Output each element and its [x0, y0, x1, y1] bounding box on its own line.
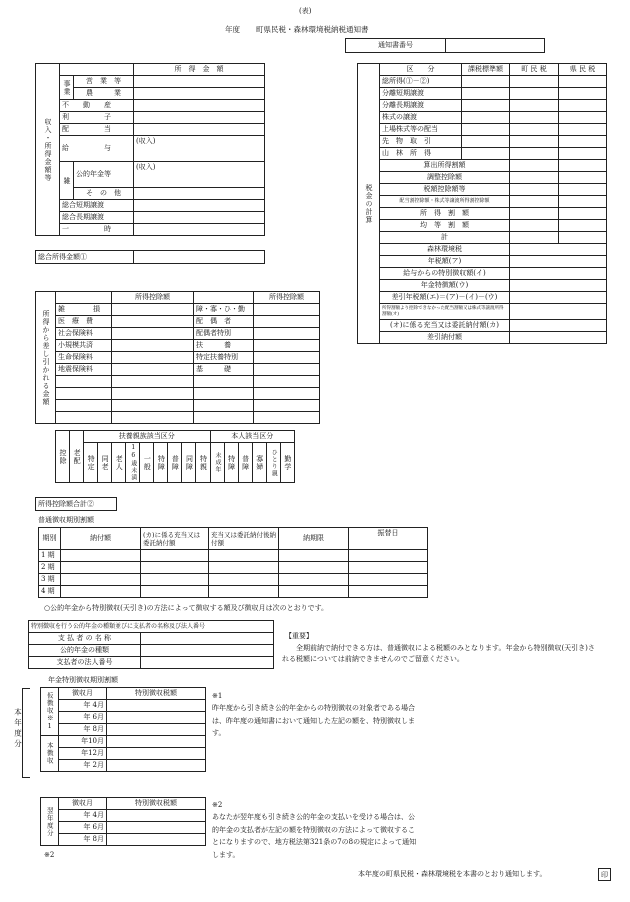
income-table	[35, 63, 265, 236]
tax-base-label: 上場株式等の配当	[380, 124, 462, 136]
tax-base-label: 分離短期譲渡	[380, 88, 462, 100]
income-side-label: 収入・所得金額等	[36, 64, 60, 236]
ordinary-title: 普通徴収期別割額	[38, 516, 94, 524]
dep-col: 同障	[182, 443, 196, 483]
dep-col: 老配	[70, 431, 84, 483]
this-year-bracket	[22, 688, 30, 778]
tax-calc-label: 年税額(ア)	[380, 256, 510, 268]
ordinary-h-period: 期別	[39, 528, 61, 550]
payer-row-label: 支払者の法人番号	[29, 657, 141, 669]
period-label: 2 期	[39, 562, 61, 574]
payer-row-label: 支 払 者 の 名 称	[29, 633, 141, 645]
deduction-right-label: 特定扶養特別	[194, 352, 254, 364]
misc-label: 雑	[60, 162, 74, 200]
important-text: 全期前納で納付できる方は、普通徴収による税額のみとなります。年金から特別徴収(天引き)される税額については前納できませんのでご留意ください。	[282, 644, 595, 663]
tax-h-kubun: 区 分	[380, 64, 462, 76]
deduction-left-label: 雑 損	[56, 304, 112, 316]
main-month: 年12月	[59, 748, 107, 760]
deduction-total-table	[35, 497, 117, 511]
tax-base-label: 先 物 取 引	[380, 136, 462, 148]
page-title: 町県民税・森林環境税納税通知書	[256, 25, 369, 34]
self-col: 特障	[224, 443, 238, 483]
deduction-table	[35, 291, 320, 424]
period-label: 1 期	[39, 550, 61, 562]
tax-calc-label: 税額控除額等	[380, 184, 510, 196]
payer-row-label: 公的年金の種類	[29, 645, 141, 657]
notice-no-label: 通知書番号	[346, 39, 446, 53]
next-month: 年 4月	[59, 810, 107, 822]
note2-foot: ※2	[44, 851, 55, 859]
deduction-left-label: 地震保険料	[56, 364, 112, 376]
tax-calc-label: 差引納付額	[380, 332, 510, 344]
dep-col: 特障	[154, 443, 168, 483]
payer-header: 特別徴収を行う公的年金の種類並びに支払者の名称及び法人番号	[29, 621, 274, 633]
income-row-label: 不 動 産	[60, 100, 134, 112]
period-label: 3 期	[39, 574, 61, 586]
tax-calc-label: 森林環境税	[380, 244, 510, 256]
deduction-h-left: 所得控除額	[112, 292, 194, 304]
tax-calc-label: 所得割額より控除できなかった配当割額又は株式等譲渡所得割額(オ)	[380, 304, 510, 320]
deduction-right-label: 扶 養	[194, 340, 254, 352]
year-label: 年度	[225, 25, 240, 34]
dep-col: 特定	[84, 443, 98, 483]
payer-table	[28, 620, 274, 669]
dep-col: 普障	[168, 443, 182, 483]
note1-text: 昨年度から引き続き公的年金からの特別徴収の対象者である場合は、昨年度の通知書において通知した左記の額を、特別徴収します。	[212, 704, 415, 737]
tax-calc-label: 年金特徴額(ウ)	[380, 280, 510, 292]
ordinary-h-after: 充当又は委託納付後納付額	[209, 528, 279, 550]
footer-text: 本年度の町県民税・森林環境税を本書のとおり通知します。	[358, 870, 547, 878]
tax-base-label: 分離長期譲渡	[380, 100, 462, 112]
income-row-label: そ の 他	[74, 188, 134, 200]
tax-side-label: 税金の計算	[358, 64, 380, 344]
next-month: 年 8月	[59, 834, 107, 846]
income-row-label: 営 業 等	[74, 76, 134, 88]
note2-mark: ※2	[212, 801, 223, 809]
dep-col: 16歳未満	[126, 443, 140, 483]
income-col-header: 所 得 金 額	[134, 64, 265, 76]
tax-calc-label: 配当割控除額・株式等譲渡所得割控除額	[380, 196, 510, 208]
period-label: 4 期	[39, 586, 61, 598]
tax-calc-label: (オ)に係る充当又は委託納付額(カ)	[380, 320, 510, 332]
deduction-left-label: 小規模共済	[56, 340, 112, 352]
income-row-label: 総合長期譲渡	[60, 212, 134, 224]
note2-text: あなたが翌年度も引き続き公的年金の支払いを受ける場合は、公的年金の支払者が左記の額を特別徴収の方法によって徴収することになりますので、地方税法第321条の7の8の規定によって通知します。	[212, 813, 417, 859]
self-col: 寡婦	[252, 443, 266, 483]
dependents-grid	[55, 430, 295, 483]
pension-sub: (収入)	[134, 162, 265, 188]
income-row-label: 公的年金等	[74, 162, 134, 188]
deduction-left-label: 社会保険料	[56, 328, 112, 340]
next-year-table	[40, 797, 206, 846]
pension-schedule-table	[40, 687, 206, 772]
dep-col: 老人	[112, 443, 126, 483]
next-h-month: 徴収月	[59, 798, 107, 810]
self-col: ひとり親	[266, 443, 280, 483]
seal-mark: 印	[598, 868, 611, 881]
notice-number-table	[345, 38, 545, 53]
provisional-month: 年 4月	[59, 700, 107, 712]
deduction-total-label: 所得控除額合計②	[36, 498, 117, 511]
pension-h-amount: 特別徴収税額	[107, 688, 206, 700]
side-label: (表)	[299, 7, 312, 15]
income-total-table	[35, 250, 265, 264]
deduction-right-label: 基 礎	[194, 364, 254, 376]
provisional-month: 年 8月	[59, 724, 107, 736]
tax-h-pref: 県 民 税	[559, 64, 607, 76]
main-label: 本徴収	[41, 736, 59, 772]
dep-col: 同老	[98, 443, 112, 483]
ordinary-h-due: 納期限	[279, 528, 349, 550]
tax-calc-label: 所 得 割 額	[380, 208, 510, 220]
ordinary-h-transfer: 振替日	[349, 528, 428, 550]
self-col: 未成年	[210, 443, 224, 483]
tax-h-city: 町 民 税	[510, 64, 559, 76]
schedule-title: 年金特別徴収期別割額	[48, 676, 118, 684]
ordinary-table	[38, 527, 428, 598]
income-row-label: 利 子	[60, 112, 134, 124]
income-total-label: 総合所得金額①	[36, 251, 134, 264]
ordinary-h-k: (カ)に係る充当又は委託納付額	[141, 528, 209, 550]
this-year-label: 本年度分	[13, 708, 23, 750]
tax-base-label: 株式の譲渡	[380, 112, 462, 124]
next-month: 年 6月	[59, 822, 107, 834]
notice-no-value	[446, 39, 545, 53]
salary-sub: (収入)	[134, 136, 265, 162]
income-row-label: 農 業	[74, 88, 134, 100]
self-col: 普障	[238, 443, 252, 483]
self-header: 本人該当区分	[210, 431, 294, 443]
provisional-label: 仮徴収※1	[41, 688, 59, 736]
deduction-h-right: 所得控除額	[254, 292, 320, 304]
provisional-month: 年 6月	[59, 712, 107, 724]
main-month: 年10月	[59, 736, 107, 748]
pension-intro: ○公的年金から特別徴収(天引き)の方法によって徴収する額及び徴収月は次のとおりです。	[44, 604, 329, 612]
tax-calc-label: 給与からの特別徴収額(イ)	[380, 268, 510, 280]
ordinary-h-amount: 納付額	[61, 528, 141, 550]
tax-base-label: 山 林 所 得	[380, 148, 462, 160]
note1-mark: ※1	[212, 692, 223, 700]
income-row-label: 給 与	[60, 136, 134, 162]
income-row-label: 一 時	[60, 224, 134, 236]
tax-base-label: 総所得(①－②)	[380, 76, 462, 88]
dependents-header: 扶養親族該当区分	[84, 431, 210, 443]
dep-col: 一般	[140, 443, 154, 483]
next-h-amount: 特別徴収税額	[107, 798, 206, 810]
next-year-label: 翌年度分	[41, 798, 59, 846]
income-row-label: 総合短期譲渡	[60, 200, 134, 212]
deduction-side-label: 所得から差し引かれる金額	[36, 292, 56, 424]
tax-h-base: 課税標準額	[462, 64, 510, 76]
tax-calc-label: 算出所得割額	[380, 160, 510, 172]
tax-calc-label: 均 等 割 額	[380, 220, 510, 232]
tax-calc-label: 差引年税額(エ)＝(ア)－(イ)－(ウ)	[380, 292, 510, 304]
dep-col: 特親	[196, 443, 210, 483]
deduction-left-label: 医 療 費	[56, 316, 112, 328]
deduction-right-label: 障・寡・ひ・勤	[194, 304, 254, 316]
business-label: 事業	[60, 76, 74, 100]
self-col: 勤学	[280, 443, 294, 483]
pension-h-month: 徴収月	[59, 688, 107, 700]
dep-col: 控除	[56, 431, 70, 483]
income-row-label: 配 当	[60, 124, 134, 136]
important-title: 【重要】	[285, 632, 313, 640]
tax-table	[357, 63, 607, 344]
deduction-right-label: 配偶者特別	[194, 328, 254, 340]
tax-calc-label: 計	[380, 232, 510, 244]
deduction-right-label: 配 偶 者	[194, 316, 254, 328]
main-month: 年 2月	[59, 760, 107, 772]
deduction-left-label: 生命保険料	[56, 352, 112, 364]
tax-calc-label: 調整控除額	[380, 172, 510, 184]
